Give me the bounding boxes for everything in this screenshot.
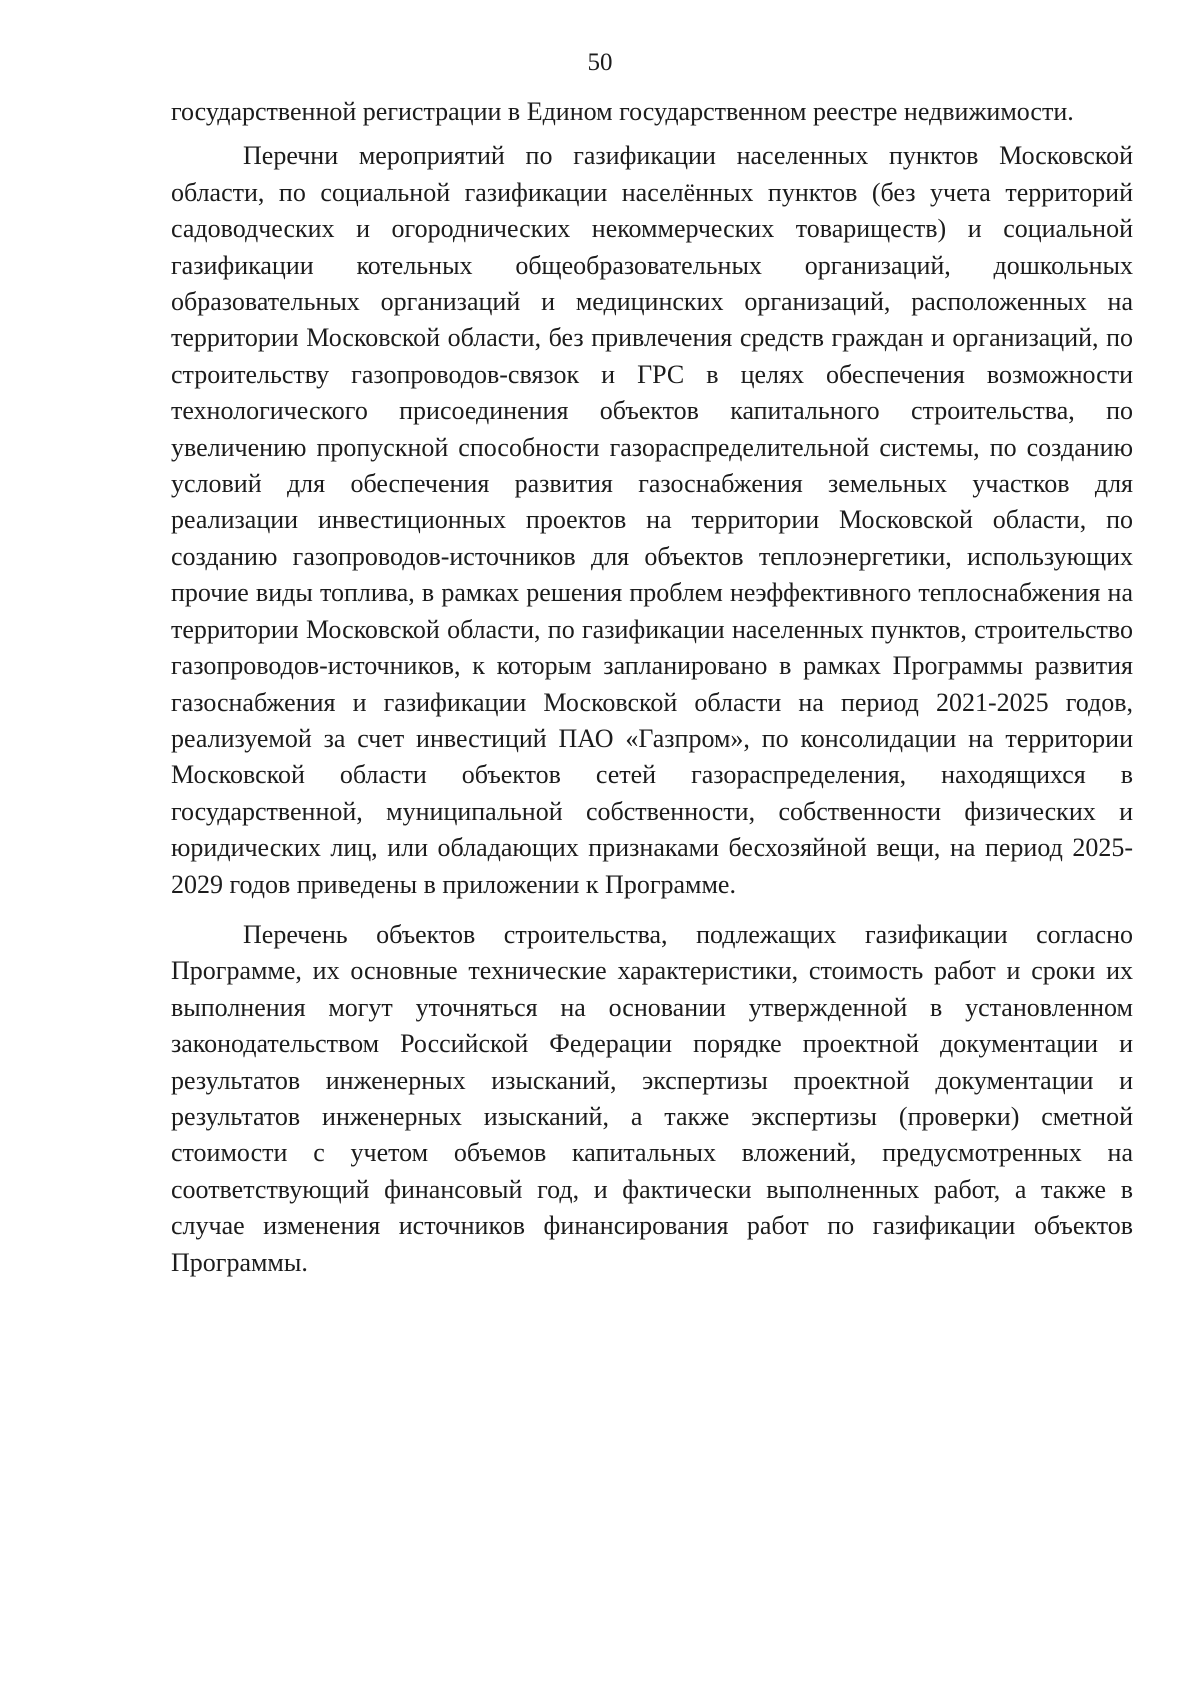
page-number: 50 <box>587 49 613 76</box>
paragraph-continuation: государственной регистрации в Едином государственном реестре недвижимости. <box>171 97 1074 126</box>
document-body <box>171 94 1133 1281</box>
paragraph-construction-objects: Перечень объектов строительства, подлежащих газификации согласно Программе, их основные технические характеристики, стоимость работ и сроки их выполнения могут уточняться на основании утвержденной в установленном законодательством Российской Федерации порядке проектной документации и результатов инженерных изысканий, экспертизы проектной документации и результатов инженерных изысканий, а также экспертизы (проверки) сметной стоимости с учетом объемов капитальных вложений, предусмотренных на соответствующий финансовый год, и фактически выполненных работ, а также в случае изменения источников финансирования работ по газификации объектов Программы. <box>171 919 1133 1277</box>
paragraph-gasification-lists: Перечни мероприятий по газификации населенных пунктов Московской области, по социальной газификации населённых пунктов (без учета территорий садоводческих и огороднических некоммерческих товариществ) и социальной газификации котельных общеобразовательных организаций, дошкольных образовательных организаций и медицинских организаций, расположенных на территории Московской области, без привлечения средств граждан и организаций, по строительству газопроводов-связок и ГРС в целях обеспечения возможности технологического присоединения объектов капитального строительства, по увеличению пропускной способности газораспределительной системы, по созданию условий для обеспечения развития газоснабжения земельных участков для реализации инвестиционных проектов на территории Московской области, по созданию газопроводов-источников для объектов теплоэнергетики, использующих прочие виды топлива, в рамках решения проблем неэффективного теплоснабжения на территории Московской области, по газификации населенных пунктов, строительство газопроводов-источников, к которым запланировано в рамках Программы развития газоснабжения и газификации Московской области на период 2021-2025 годов, реализуемой за счет инвестиций ПАО «Газпром», по консолидации на территории Московской области объектов сетей газораспределения, находящихся в государственной, муниципальной собственности, собственности физических и юридических лиц, или обладающих признаками бесхозяйной вещи, на период 2025-2029 годов приведены в приложении к Программе. <box>171 141 1133 899</box>
